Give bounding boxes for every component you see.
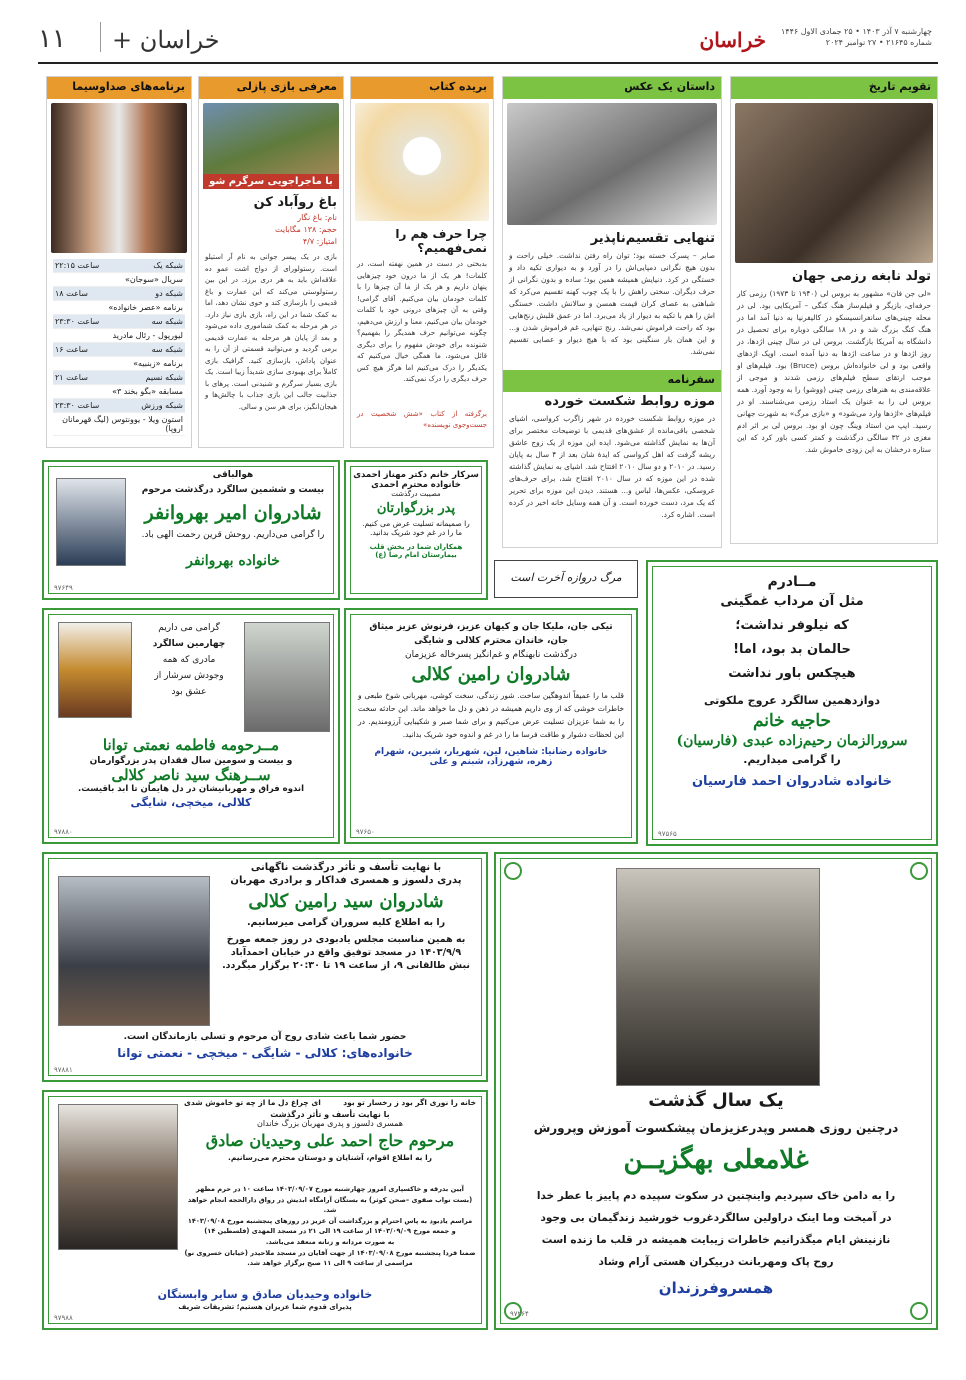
hajieh-name2: سرورالزمان رحیم‌زاده عبدی (فارسیان) (676, 733, 908, 749)
photo-story-title: تنهایی تقسیم‌ناپذیر (590, 231, 715, 246)
hajieh-poem-1: مثل آن مرداب غمگینی (720, 594, 864, 609)
book-title: چرا حرف هم را نمی‌فهمیم؟ (395, 227, 487, 255)
vahidian-line10: مراسمی از ساعت ۹ الی ۱۱ صبح برگزار خواهد شد. (247, 1259, 413, 1268)
vahidian-details (184, 1184, 476, 1269)
ramin2-name: شادروان سید رامین کلالی (248, 891, 444, 912)
photo-story-image (507, 103, 717, 225)
hajieh-sign: خانواده شادروان احمد فارسیان (691, 774, 893, 789)
behgozin-text (510, 1185, 922, 1273)
book-source: برگرفته از کتاب «شش شخصیت در جست‌وجوی نویسنده» (357, 410, 487, 429)
ramin2-line1: با نهایت تأسف و تأثر درگذشت ناگهانی (250, 862, 442, 873)
tv-schedule (47, 257, 191, 438)
ramin1-sign2: زهره، شهرزاد، شبنم و علی (429, 757, 553, 767)
puzzle-score: امتیاز: ۴/۷ (302, 237, 337, 246)
puzzle-label: معرفی بازی پازلی (199, 77, 343, 99)
tv-time: ساعت ۲۱ (53, 371, 121, 385)
vahidian-poem (184, 1098, 476, 1107)
vahidian-ref: ۹۷۹۸۸ (54, 1314, 73, 1322)
tavana-intro (136, 620, 242, 700)
vahidian-line7: و جمعه مورخ ۱۴۰۳/۰۹/۰۹ از ساعت ۱۹ الی ۲۱ در مسجد المهدی (فلسطین ۱۴) (204, 1227, 456, 1236)
ramin1-line1: درگذشت نابهنگام و غم‌انگیز پسرخاله عزیزمان (405, 650, 577, 660)
travel-label: سفرنامه (503, 370, 721, 392)
tv-channel: شبکه نسیم (121, 371, 185, 385)
tv-program: برنامه «عصر خانواده» (53, 301, 185, 315)
hajieh-line: دوازدهمین سالگرد عروج ملکوتی (703, 694, 881, 707)
behgozin-p2: در آمیخت وما اینک دراولین سالگردغروب خورشید زندگیمان بی وجود (540, 1212, 892, 1224)
header-divider (100, 22, 101, 52)
vahidian-line9: ضمنا فردا پنجشنبه مورخ ۱۴۰۳/۰۹/۰۸ از جهت آقایان در مسجد ملاحیدر (خیابان خسروی نو) (184, 1248, 476, 1257)
vahidian-foot: پذیرای قدوم شما عزیزان هستیم؛ تشریفات شریف (178, 1303, 352, 1311)
behgozin-p3: نازنینش ایام میگذرانیم خاطرات زیبایت همیشه در قلب ما زنده است (541, 1234, 891, 1246)
notice-behgozin (494, 852, 938, 1330)
tavana-ref: ۹۷۸۸۰ (54, 828, 73, 836)
hajieh-poem-3: حالمان بد بود، اما! (733, 642, 851, 657)
vahidian-line1: با نهایت تأسف و تأثر درگذشت (270, 1110, 390, 1119)
ahmadi-line4: را صمیمانه تسلیت عرض می کنیم. (362, 519, 470, 528)
tv-schedule-row (53, 343, 185, 357)
tv-time: ساعت ۱۶ (53, 343, 121, 357)
tv-program: استون ویلا - یوونتوس (لیگ قهرمانان اروپا) (53, 413, 185, 436)
ramin1-name: شادروان رامین کلالی (411, 664, 571, 685)
ramin2-line2: پدری دلسوز و همسری فداکار و برادری مهربان (230, 875, 462, 886)
vahidian-line3: را به اطلاع اقوام، آشنایان و دوستان محترم می‌رسانیم. (227, 1153, 432, 1162)
vahidian-poem2: ای چراغ دل ما از چه تو خاموش شدی (184, 1098, 321, 1107)
notice-tavana-kalali (42, 608, 340, 844)
hajieh-top: مــادرم (767, 574, 817, 590)
tavana-line6: اندوه فراق و مهربانیشان در دل هایمان تا ابد باقیست. (77, 784, 304, 794)
tv-channel: شبکه یک (121, 259, 185, 273)
tavana-line3: وجودش سرشار از (154, 671, 224, 681)
photo-story-label: داستان یک عکس (503, 77, 721, 99)
tv-column (46, 76, 192, 448)
travel-title: موزه روابط شکست خورده (544, 394, 715, 409)
puzzle-size: حجم: ۱۳۸ مگابایت (275, 225, 337, 234)
book-label: بریده کتاب (351, 77, 493, 99)
tavana-sign: کلالی، میخچی، شایگی (130, 796, 252, 809)
behgozin-portrait (616, 868, 820, 1086)
tavana-line5: و بیست و سومین سال فقدان پدر بزرگوارمان (89, 756, 293, 766)
corner-ornament (504, 862, 522, 880)
tv-schedule-row (53, 259, 185, 273)
tavana-name1: مــرحومه فاطمه نعمتی توانا (102, 736, 280, 754)
photo-story-text: صابر – پسرک خسته بود؛ توان راه رفتن نداشت. خیلی راحت و بدون هیچ نگرانی دمپایی‌اش را در آورد و به دیواری تکیه داد و خستگی در کرد. دنیایش همیشه همین بود؛ ساده و بدون نگرانی از حرف دیگران. سختی راهش را با یک چوب کهنه تقسیم می‌کرد که شباهتی به عصای کران قیمت همسن و سالانش داشت. خستگی اش را هم با تکیه به دیوار از یاد می‌برد. اما در عمق قلبش رنج‌هایی بود که راحت فراموش نمی‌شد. رنج تنهایی، غم فراموش شدن و... و این همان بار سنگینی بود که با هیچ دیوار و عصایی تقسیم نمی‌شد. (509, 251, 715, 356)
amir-line2: را گرامی می‌داریم. روحش قرین رحمت الهی باد. (141, 530, 325, 540)
tv-channel: شبکه ورزش (121, 399, 185, 413)
newspaper-logo: خراسان (699, 28, 766, 52)
bruce-lee-photo (735, 103, 933, 263)
tv-channel: شبکه سه (121, 343, 185, 357)
puzzle-title: باغ روآباد کن (253, 195, 337, 210)
calendar-label: تقویم تاریخ (731, 77, 937, 99)
vahidian-poem1: خانه را نوری اگر بود ز رخسار تو بود (343, 1098, 476, 1107)
vahidian-line5: (بست نواب صفوی –صحن کوثر) به بستگان آرامگاه ابدیش در رواق دارالحجه انجام خواهد شد. (187, 1195, 473, 1215)
book-illustration (355, 103, 489, 221)
ramin2-line4: به همین مناسبت مجلس یادبودی در روز جمعه مورخ (226, 934, 466, 945)
tavana-line0: گرامی می داریم (158, 623, 220, 633)
vahidian-portrait (58, 1104, 178, 1250)
ramin-portrait (58, 876, 210, 1026)
vahidian-name: مرحوم حاج احمد علی وحیدیان صادق (205, 1131, 455, 1150)
ramin2-sign: خانواده‌های: کلالی - شایگی - میخچی - نعمتی توانا (117, 1046, 413, 1060)
tv-program: لیورپول - رئال مادرید (53, 329, 185, 343)
hajieh-name1: حاجیه خانم (752, 711, 832, 731)
tv-program-row (53, 413, 185, 436)
tv-football-photo (51, 103, 187, 253)
behgozin-sign: همسروفرزندان (658, 1279, 774, 1297)
tv-time: ساعت ۱۸ (53, 287, 121, 301)
vahidian-line2: همسری دلسوز و پدری مهربان بزرگ خاندان (257, 1119, 403, 1128)
tv-program: سریال «سوجان» (53, 273, 185, 287)
tv-time: ساعت ۲۲:۱۵ (53, 259, 121, 273)
vahidian-line6: مراسم یادبود به پاس احترام و بزرگداشت آن عزیز در روزهای پنجشنبه مورخ ۱۴۰۳/۰۹/۰۸ (187, 1216, 473, 1225)
tavana-line1: چهارمین سالگرد (152, 639, 226, 649)
tv-program-row (53, 357, 185, 371)
ramin2-line6: نبش طالقانی ۹، از ساعت ۱۹ تا ۲۰:۳۰ برگزار میگردد. (222, 960, 470, 971)
date-line-2: شماره ۲۱۶۴۵ • ۲۷ نوامبر ۲۰۲۴ (825, 38, 932, 47)
amir-line1: بیست و ششمین سالگرد درگذشت مرحوم (141, 485, 325, 495)
issue-date (772, 26, 932, 48)
tv-label: برنامه‌های صداوسیما (47, 77, 191, 99)
tv-schedule-row (53, 371, 185, 385)
ahmadi-line1: سرکار خانم دکتر مهناز احمدی (353, 470, 479, 480)
tv-program: برنامه «زبنبیه» (53, 357, 185, 371)
vahidian-sign: خانواده وحیدیان صادق و سایر وابستگان (157, 1288, 373, 1301)
behgozin-top: یک سال گذشت (648, 1090, 784, 1111)
behgozin-name: غلامعلی بهگزیــن (623, 1145, 809, 1175)
tv-schedule-row (53, 399, 185, 413)
tv-program-row (53, 329, 185, 343)
poem-header: مرگ دروازه آخرت است (494, 560, 638, 598)
tv-schedule-row (53, 287, 185, 301)
vahidian-line4: آیین بدرقه و خاکسپاری امروز چهارشنبه مورخ ۱۴۰۳/۰۹/۰۷ ساعت ۱۰ در حرم مطهر (196, 1185, 464, 1193)
hajieh-poem-2: که نیلوفر نداشت؛ (735, 618, 849, 633)
amir-sign: خانواده بهروانفر (186, 553, 280, 569)
calendar-column (730, 76, 938, 544)
notice-ramin-kalali-cousins (344, 608, 638, 844)
puzzle-meta (199, 212, 343, 250)
tv-time: ساعت ۲۳:۳۰ (53, 399, 121, 413)
book-column (350, 76, 494, 448)
behgozin-line1: درچنین روزی همسر وپدرعزیزمان پیشکسوت آموزش وپرورش (533, 1121, 899, 1135)
kalali-father-portrait (244, 622, 330, 732)
ramin2-line7: حضور شما باعث شادی روح آن مرحوم و تسلی بازماندگان است. (123, 1032, 407, 1042)
behgozin-ref: ۹۷۲۶۴ (510, 1310, 529, 1318)
behgozin-p1: را به دامن خاک سپردیم واینچنین در سکوت سپیده دم پاییز با عطر خدا (536, 1190, 896, 1202)
hajieh-ref: ۹۷۵۶۵ (658, 830, 677, 838)
puzzle-column (198, 76, 344, 448)
ramin1-text: قلب ما را عمیقاً اندوهگین ساخت. شور زندگی، سخت کوشی، مهربانی شوخ طبعی و خاطرات خوشی که از وی داریم همیشه در ذهن و دل ما خواهد ماند. این حادثه سخت را به شما عزیزان تسلیت عرض می‌کنیم و برای شما صبر و شکیبایی آرزومندیم. در این لحظات دشوار و طاقت فرسا ما را در غم و اندوه خود شریک بدانید. (358, 691, 624, 739)
notice-ahmadi (344, 460, 488, 600)
book-text: بدبختی در دست در همین نهفته است، در کلمات! هر یک از ما درون خود چیزهایی پنهان داریم و هر یک از ما آن چیزها را با کلمات خودمان بیان می‌کنیم. آقای گرامی! وقتی به آن چیزهای درونی خود با کلمات خودمان بیان می‌کنیم، معنا و ارزش می‌دهیم، چگونه می‌توانیم حرف همدیگر را بفهمیم؟ شنونده برای خودش مفهوم را برای دیگری قائل می‌شود، ما همگی خیال می‌کنیم که یکدیگر را درک می‌کنیم اما هرگز هیچ کس حرف دیگری را درک نمی‌کند. (357, 260, 487, 383)
behgozin-p4: روح پاک ومهربانت دربیکران هستی آرام وشاد (598, 1256, 834, 1268)
calendar-title: تولد نابغه رزمی جهان (792, 269, 931, 284)
hajieh-poem (658, 590, 926, 686)
tv-channel: شبکه دو (121, 287, 185, 301)
ramin1-sign1: خانواده رضانیا: شاهین، لین، شهریار، شیرین، شهرام (374, 747, 608, 757)
tv-schedule-row (53, 315, 185, 329)
ramin1-ref: ۹۷۶۵۰ (356, 828, 375, 836)
tv-program: مسابقه «بگو بخند ۳» (53, 385, 185, 399)
puzzle-name: نام: باغ نگار (297, 213, 337, 222)
ramin2-ref: ۹۷۸۸۱ (54, 1066, 73, 1074)
tv-program-row (53, 385, 185, 399)
tv-time: ساعت ۲۳:۳۰ (53, 315, 121, 329)
ahmadi-line5: ما را در غم خود شریک بدانید. (369, 528, 463, 537)
page-number: ۱۱ (38, 24, 66, 54)
amir-portrait (56, 478, 126, 566)
travel-text: در موزه روابط شکست خورده در شهر زاگرب کرواسی، اشیای شخصی باقی‌مانده از عشق‌های قدیمی با توضیحات مختصر برای آن‌ها به نمایش گذاشته می‌شود. ایده این موزه از یک زوج عاشق ریشه گرفت که اهل کرواسی که ایدهٔ شان بعد از ۴ سال به پایان رسید. در ۲۰۱۰ و دو سال ۲۰۱۰ افتتاح شد. اشیای به نمایش گذاشته شده در این موزه که در سال ۲۰۱۰ افتتاح شد، برای حرف‌های عروسکی، عکس‌ها، لباس و... هستند. دیدن این موزه برای تحریر که یک مرد، دست خورده است. و آن همه وسایل خانه اخیر در کرده است. اشاره کرد. (509, 414, 716, 519)
section-title: خراسان + (112, 26, 220, 54)
tavana-line2: مادری که همه (162, 655, 216, 665)
amir-top: هوالباقی (212, 470, 254, 480)
ahmadi-sign2: بیمارستان امام رضا (ع) (375, 551, 457, 559)
tv-program-row (53, 273, 185, 287)
photo-story-column (502, 76, 722, 548)
notice-hajieh-farsian (646, 560, 938, 846)
ramin2-line5: ۱۴۰۳/۹/۹ در مسجد توفیق واقع در خیابان احمدآباد (230, 947, 462, 958)
ramin1-head: تیکی جان، ملیکا جان و کیهان عزیز، فرنوش عزیز میثاق جان، خاندان محترم کلالی و شایگی (369, 622, 613, 646)
ahmadi-line2: خانواده محترم احمدی (371, 480, 461, 490)
amir-ref: ۹۷۶۴۹ (54, 584, 73, 592)
calendar-text: «لی جن فان» مشهور به بروس لی (۱۹۴۰ تا ۱۹۷۳) رزمی کار حرفه‌ای، بازیگر و فیلم‌ساز هنگ کنگی – آمریکایی بود. لی در محله چینی‌های سانفرانسیسکو در کالیفرنیا به دنیا آمد اما در هنگ کنگ بزرگ شد و در ۱۸ سالگی دوباره برای تحصیل در دانشگاه به آمریکا بازگشت. بروس لی در سال چینی اژدها، در روز اژدها و در ساعت اژدها به دنیا آمده است. اوپک اژدهای واقعی بود و لی خانواده‌اش بروس (Bruce) بود. فیلم‌های او موجب ارتقای سطح فیلم‌های رزمی شدند و موجی از علاقه‌مندی به هنرهای رزمی چینی (ووشو) را به وجود آورد. همه بروس لی را به عنوان یک استاد رزمی می‌شناسند. او در فیلم‌های «اژدها وارد می‌شود» و «بازی مرگ» به شهرت جهانی رسید. ایپ من استاد وینگ چون او بود. بروس لی بر اثر ادم مغزی در ۳۲ سالگی درگذشت و کمتر کسی باور کرد که این ستاره درخشان به این زودی خاموش شد. (737, 289, 932, 454)
ahmadi-line3: مصیبت درگذشت (391, 490, 441, 498)
tavana-portrait (58, 622, 132, 718)
notice-amir-behrovanfar (42, 460, 340, 600)
amir-name: شادروان امیر بهروانفر (144, 502, 322, 524)
notice-seyed-ramin-kalali (42, 852, 488, 1082)
tavana-name2: ســرهنگ سید ناصر کلالی (111, 766, 271, 784)
ahmadi-sign1: همکاران شما در بخش قلب (369, 543, 463, 551)
tv-channel: شبکه سه (121, 315, 185, 329)
hajieh-poem-4: هیچکس باور نداشت (728, 666, 856, 681)
tv-program-row (53, 301, 185, 315)
tavana-line4: عشق بود (171, 687, 207, 697)
notice-vahidian-sadegh (42, 1090, 488, 1330)
puzzle-banner: با ماجراجویی سرگرم شو (203, 174, 339, 189)
puzzle-text: بازی در یک پیسر جوانی به نام آر استیلو است. رستولورای از دواج اشت عمو ده علاقه‌اش باید به هر دری برزد. در این بین رستولوستی می‌کند که این عمارت و باغ قدیمی را بازسازی کند و خوی نشان دهد، اما به کمک شما در این راه، بازی بازی نیاز دارد. در هر مرحله به کمک شماموری داده می‌شود و بعد از پایان هر مرحله به عمارت قدیمی برمی گردید و می‌توانید قسمتی از آن را به عنوان پاداش، بازسازی کنید. گرافیک بازی کاملاً برای بهبودی سازی شدیداً زیبا است. یک بازی بسیار سرگرم و شنیدنی است. پرهای با جذابیت جالب این بازی جذاب با چالش‌ها و هیجان‌انگیز، برای هر سن و سالی. (205, 253, 337, 411)
vahidian-line8: به صورت مردانه و زنانه منعقد می‌باشد. (265, 1237, 395, 1246)
puzzle-game-image (203, 103, 339, 189)
hajieh-line2: را گرامی میداریم. (743, 753, 841, 766)
date-line-1: چهارشنبه ۷ آذر ۱۴۰۳ • ۲۵ جمادی الاول ۱۴۴۶ (780, 27, 932, 36)
corner-ornament (910, 1302, 928, 1320)
ramin2-line3: را به اطلاع کلیه سروران گرامی میرسانیم. (246, 917, 446, 928)
ahmadi-name: پدر بزرگوارتان (376, 501, 456, 516)
corner-ornament (910, 862, 928, 880)
